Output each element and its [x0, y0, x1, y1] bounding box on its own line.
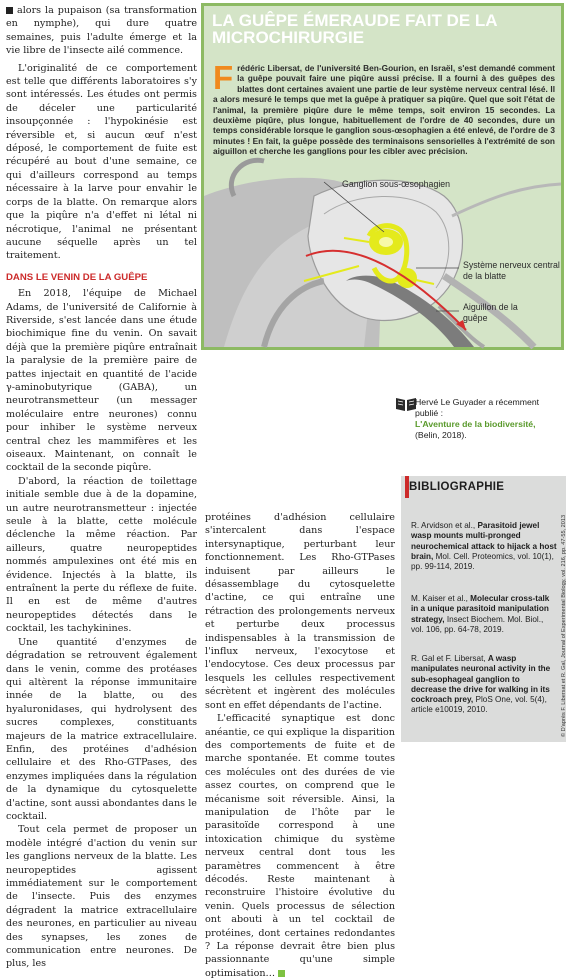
end-of-article-icon: [278, 970, 285, 977]
bibliography-title: BIBLIOGRAPHIE: [409, 481, 505, 493]
paragraph: D'abord, la réaction de toilettage initiale semble due à de la dopamine, un autre neurotransmetteur : injectée seule à la blatte, cette molécule déclenche la même réaction. Par ailleurs, quatre neuropeptides nommés ampulexines ont été mis en évidence. Injectés à la blatte, ils entraînent la perte du réflexe de fuite. Il en est de même d'autres neuropeptides détectés dans le cocktail, les tachykinines.: [6, 475, 197, 635]
bullet-paragraph: alors la pupaison (sa transformation en nymphe), qui dure quatre semaines, puis l'adulte émerge et la vie libre de l'insecte ailé commence.: [6, 5, 197, 57]
paragraph: protéines d'adhésion cellulaire s'intercalent dans l'espace intersynaptique, perturbant leur fonctionnement. Les Rho-GTPases induisent par ailleurs le désassemblage du cytosquelette d'actine, ce qui entraîne une rétraction des prolongements nerveux et perturbe deux processus indispensables à la transmission de l'influx nerveux, l'exocytose et l'endocytose. Ces deux processus par lesquels les cellules respectivement sécrètent et ingèrent des molécules sont en effet dépendants de l'actine.: [205, 512, 395, 711]
sidebar-box: [201, 3, 564, 350]
bibliography-box: [401, 476, 566, 742]
section-heading: DANS LE VENIN DE LA GUÊPE: [6, 271, 148, 283]
paragraph: Tout cela permet de proposer un modèle intégré d'action du venin sur les ganglions nerveux de la blatte. Les neuropeptides agissent immédiatement sur le comportement de l'insecte. Puis des enzymes dégradent la matrice extracellulaire des neurones, en particulier au niveau des synapses, les zones de communication entre neurones. De plus, les: [6, 824, 197, 970]
label-aiguillon: Aiguillon de la guêpe: [463, 302, 518, 323]
reference: M. Kaiser et al., Molecular cross-talk in a unique parasitoid manipulation strategy, Insect Biochem. Mol. Biol., vol. 106, pp. 64-78, 2019.: [411, 594, 550, 634]
antenna: [452, 184, 561, 216]
paragraph: L'originalité de ce comportement est telle que différents laboratoires s'y sont intéressés. Les études ont permis de déceler une particularité insoupçonnée : l'hypokinésie est réversible et, si aucun œuf n'est déposé, le comportement de fuite est récupéré au bout d'une semaine, ce qui d'ailleurs correspond au temps nécessaire à la larve pour envahir le corps de la blatte. On remarque alors que la piqûre n'a d'effet ni létal ni nécrotique, l'animal ne présentant aucune séquelle après un tel traitement.: [6, 62, 197, 262]
left-column: [6, 4, 197, 971]
paragraph: En 2018, l'équipe de Michael Adams, de l'université de Californie à Riverside, s'est lancée dans une étude biochimique fine du venin. On savait déjà que la première piqûre entraînait la paralysie de la première paire de pattes injectait en quantité de l'acide γ-aminobutyrique (GABA), un neurotransmetteur (un messager moléculaire entre neurones) connu pour inhiber le système nerveux central chez les mammifères et les oiseaux. Maintenant, on connaît le cocktail de la seconde piqûre.: [6, 288, 197, 474]
box-title: LA GUÊPE ÉMERAUDE FAIT DE LA MICROCHIRURGIE: [212, 11, 497, 47]
reference: R. Arvidson et al., Parasitoid jewel wasp mounts multi-pronged neurochemical attack to hijack a host brain, Mol. Cell. Proteomics, vol. 10(1), pp. 99-114, 2019.: [411, 521, 557, 572]
image-credit: © D'après F. Libersat et R. Gal, Journal of Experimental Biology, vol. 216, pp. 47-55, 2013: [561, 514, 567, 737]
middle-column: [205, 511, 395, 980]
reference: R. Gal et F. Libersat, A wasp manipulates neuronal activity in the sub-esophageal ganglion to decrease the drive for walking in its cockroach prey, PloS One, vol. 5(4), article e10019, 2010.: [411, 654, 551, 715]
dropcap: F: [213, 59, 234, 96]
paragraph: L'efficacité synaptique est donc anéantie, ce qui explique la disparition des comportements de fuite et de marche spontanée. Et comme toutes ces molécules ont des durées de vie assez courtes, on comprend que le mécanisme soit réversible. Ainsi, la manipulation de l'hôte par le parasitoïde correspond à une intoxication chimique du système nerveux central dont tous les paramètres commencent à être décodés. Reste maintenant à reconstruire l'histoire évolutive du venin. Quels processus de sélection ont abouti à un tel cocktail de protéines, dont certaines redondantes ? La réponse devrait être bien plus passionnante qu'une simple optimisation…: [205, 713, 395, 979]
paragraph: Une quantité d'enzymes de dégradation se retrouvent également dans le venin, comme des protéases qui altèrent la réponse immunitaire innée de la blatte, ou des hyaluronidases, qui hydrolysent des sucres complexes, constituants majeurs de la matrice extracellulaire. Enfin, des protéines d'adhésion cellulaire et des Rho-GTPases, des enzymes impliquées dans la régulation de la dynamique du cytosquelette d'actine, sont aussi abondantes dans le cocktail.: [6, 636, 197, 822]
book-title: L'Aventure de la biodiversité,: [415, 419, 536, 429]
box-text: Frédéric Libersat, de l'université Ben-Gourion, en Israël, s'est demandé comment la guêpe pouvait faire une piqûre aussi précise. Il a fourni à des guêpes des blattes dont certaines avaient une partie de leur système nerveux central lésé. Il a alors mesuré le temps que met la guêpe à pratiquer sa piqûre. Quel que soit l'état de l'animal, la première piqûre dure le même temps, soit environ 15 secondes. La deuxième piqûre, plus longue, habituellement de l'ordre de 40 secondes, dure un temps considérable lorsque le ganglion sous-œsophagien a été enlevé, de l'ordre de 3 minutes ! En fait, la guêpe possède des terminaisons sensorielles à l'extrémité de son aiguillon et cherche les ganglions pour les cibler avec précision.: [213, 59, 555, 157]
label-snc: Système nerveux central de la blatte: [463, 260, 560, 281]
label-ganglion: Ganglion sous-œsophagien: [342, 179, 451, 189]
bullet-icon: [6, 7, 13, 14]
book-icon: [395, 396, 417, 412]
author-note: Hervé Le Guyader a récemment publié : L'Aventure de la biodiversité, (Belin, 2018).: [415, 397, 545, 441]
